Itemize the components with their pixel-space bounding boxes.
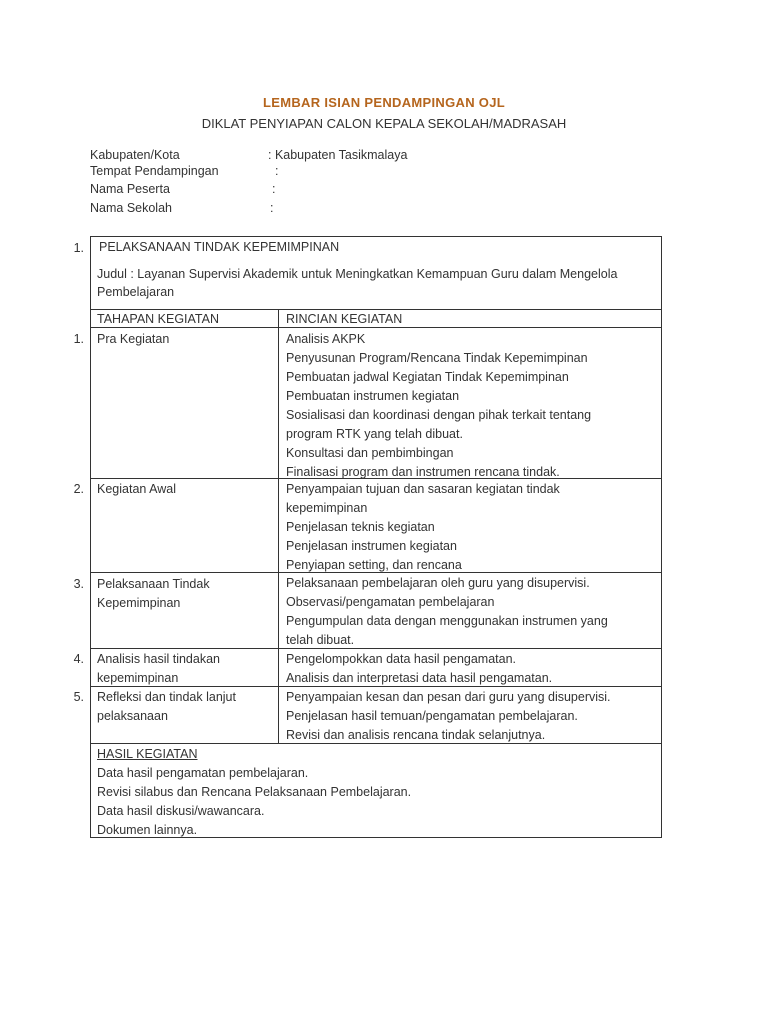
detail-line: Penyampaian tujuan dan sasaran kegiatan tindak bbox=[286, 482, 560, 496]
info-value: : bbox=[275, 164, 279, 178]
info-value: : bbox=[270, 201, 274, 215]
stage-number: 4. bbox=[73, 652, 84, 666]
stage-number: 5. bbox=[73, 690, 84, 704]
info-value: : Kabupaten Tasikmalaya bbox=[268, 148, 408, 162]
detail-line: Pengumpulan data dengan menggunakan instrumen yang bbox=[286, 614, 608, 628]
hasil-item: Dokumen lainnya. bbox=[97, 823, 198, 837]
stage-name bbox=[97, 650, 272, 688]
document-subtitle: DIKLAT PENYIAPAN CALON KEPALA SEKOLAH/MADRASAH bbox=[201, 116, 567, 131]
detail-line: program RTK yang telah dibuat. bbox=[286, 427, 463, 441]
header-tahapan: TAHAPAN KEGIATAN bbox=[97, 312, 220, 326]
detail-line: Konsultasi dan pembimbingan bbox=[286, 446, 454, 460]
stage-name-line: kepemimpinan bbox=[97, 671, 179, 685]
hasil-section bbox=[97, 745, 411, 840]
info-value: : bbox=[272, 182, 276, 196]
detail-line: Finalisasi program dan instrumen rencana tindak. bbox=[286, 465, 560, 479]
detail-line: Penyiapan setting, dan rencana bbox=[286, 558, 462, 572]
detail-line: telah dibuat. bbox=[286, 633, 355, 647]
stage-details bbox=[286, 650, 656, 688]
detail-line: Observasi/pengamatan pembelajaran bbox=[286, 595, 495, 609]
hasil-item: Data hasil pengamatan pembelajaran. bbox=[97, 766, 309, 780]
section-title: PELAKSANAAN TINDAK KEPEMIMPINAN bbox=[99, 240, 340, 254]
detail-line: Penjelasan teknis kegiatan bbox=[286, 520, 435, 534]
stage-name-line: Pelaksanaan Tindak bbox=[97, 577, 210, 591]
stage-details bbox=[286, 480, 656, 575]
document-title: LEMBAR ISIAN PENDAMPINGAN OJL bbox=[263, 95, 505, 110]
detail-line: Pembuatan jadwal Kegiatan Tindak Kepemimpinan bbox=[286, 370, 569, 384]
detail-line: Pengelompokkan data hasil pengamatan. bbox=[286, 652, 517, 666]
detail-line: kepemimpinan bbox=[286, 501, 368, 515]
section-number: 1. bbox=[73, 241, 84, 255]
stage-name-line: Refleksi dan tindak lanjut bbox=[97, 690, 236, 704]
stage-number: 3. bbox=[73, 577, 84, 591]
hasil-title: HASIL KEGIATAN bbox=[97, 747, 198, 761]
info-label: Nama Peserta bbox=[90, 182, 170, 196]
stage-details bbox=[286, 574, 656, 650]
judul-line-1: Judul : Layanan Supervisi Akademik untuk Meningkatkan Kemampuan Guru dalam Mengelola bbox=[97, 267, 618, 281]
stage-number: 1. bbox=[73, 332, 84, 346]
stage-name-line: Kepemimpinan bbox=[97, 596, 181, 610]
detail-line: Pelaksanaan pembelajaran oleh guru yang disupervisi. bbox=[286, 576, 590, 590]
detail-line: Analisis dan interpretasi data hasil pengamatan. bbox=[286, 671, 553, 685]
detail-line: Penyampaian kesan dan pesan dari guru yang disupervisi. bbox=[286, 690, 611, 704]
detail-line: Analisis AKPK bbox=[286, 332, 366, 346]
info-label: Tempat Pendampingan bbox=[90, 164, 219, 178]
detail-line: Sosialisasi dan koordinasi dengan pihak terkait tentang bbox=[286, 408, 592, 422]
stage-name bbox=[97, 575, 272, 613]
hasil-item: Data hasil diskusi/wawancara. bbox=[97, 804, 265, 818]
info-label: Kabupaten/Kota bbox=[90, 148, 180, 162]
detail-line: Revisi dan analisis rencana tindak selanjutnya. bbox=[286, 728, 546, 742]
hasil-item: Revisi silabus dan Rencana Pelaksanaan Pembelajaran. bbox=[97, 785, 412, 799]
detail-line: Penjelasan instrumen kegiatan bbox=[286, 539, 457, 553]
header-rincian: RINCIAN KEGIATAN bbox=[286, 312, 403, 326]
stage-name: Kegiatan Awal bbox=[97, 482, 176, 496]
stage-name-line: Analisis hasil tindakan bbox=[97, 652, 220, 666]
stage-name-line: pelaksanaan bbox=[97, 709, 168, 723]
stage-name bbox=[97, 688, 272, 726]
stage-name: Pra Kegiatan bbox=[97, 332, 170, 346]
judul-line-2: Pembelajaran bbox=[97, 285, 175, 299]
detail-line: Penyusunan Program/Rencana Tindak Kepemimpinan bbox=[286, 351, 588, 365]
column-divider bbox=[278, 309, 279, 743]
stage-number: 2. bbox=[73, 482, 84, 496]
detail-line: Penjelasan hasil temuan/pengamatan pembelajaran. bbox=[286, 709, 578, 723]
stage-details bbox=[286, 330, 656, 482]
detail-line: Pembuatan instrumen kegiatan bbox=[286, 389, 460, 403]
info-label: Nama Sekolah bbox=[90, 201, 172, 215]
stage-details bbox=[286, 688, 656, 745]
